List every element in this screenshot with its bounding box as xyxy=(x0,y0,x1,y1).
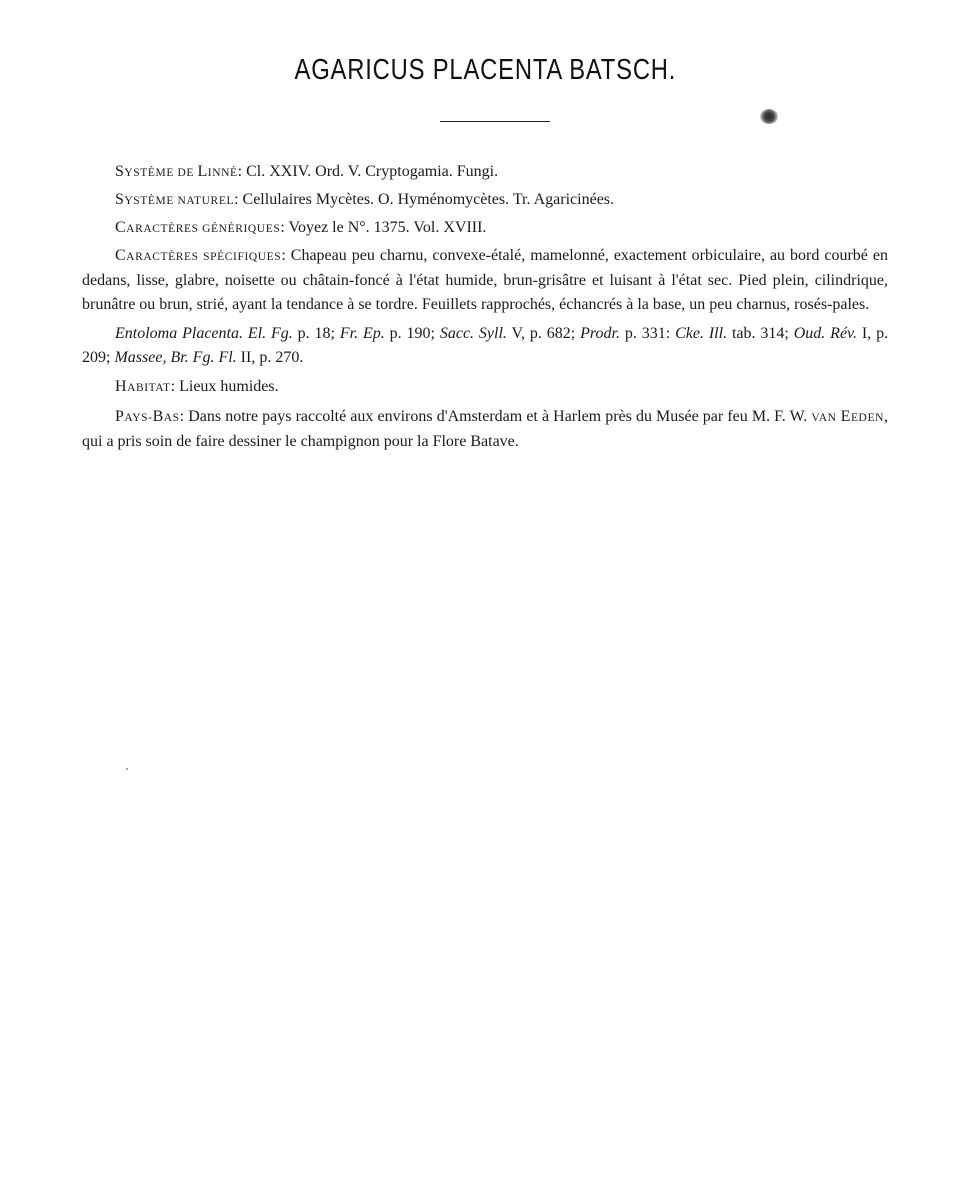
citation-title: Cke. Ill. xyxy=(675,325,728,342)
pays-bas-text-end: , qui a pris soin de faire dessiner le champignon pour la Flore Batave. xyxy=(82,408,888,450)
section-label-rest: ARACTÈRES SPÉCIFIQUES xyxy=(126,251,282,263)
citation-title: Prodr. xyxy=(580,325,620,342)
citation-ref: II, p. 270. xyxy=(236,349,304,366)
section-label-rest: AYS- xyxy=(124,412,153,424)
section-label-initial: S xyxy=(115,163,125,180)
citation-title: Oud. Rév. xyxy=(793,325,857,342)
ink-smudge xyxy=(760,109,778,124)
citation-title: Fr. Ep. xyxy=(339,325,385,342)
title-rule xyxy=(440,121,550,122)
section-label-initial: C xyxy=(115,247,127,264)
citation-title: Entoloma Placenta. El. Fg. xyxy=(115,325,293,342)
citation-ref: p. 18; xyxy=(292,325,340,342)
pays-bas-paragraph xyxy=(82,405,888,454)
section-label-initial: P xyxy=(115,408,125,425)
section-label-rest: ARACTÈRES GÉNÉRIQUES xyxy=(126,223,281,235)
document-body xyxy=(82,160,888,459)
label-separator: : xyxy=(179,408,189,425)
citation-title: Massee, Br. Fg. Fl. xyxy=(114,349,237,366)
collector-name-part: VAN xyxy=(811,412,837,424)
ink-speck xyxy=(126,768,128,770)
systeme-naturel-text: Cellulaires Mycètes. O. Hyménomycètes. Tr. Agaricinées. xyxy=(242,191,615,208)
section-label-initial: C xyxy=(115,219,127,236)
collector-name-part: EDEN xyxy=(850,412,884,424)
pays-bas-text: Dans notre pays raccolté aux environs d'Amsterdam et à Harlem près du Musée par feu M. F. W. xyxy=(188,408,812,425)
systeme-linne-text: Cl. XXIV. Ord. V. Cryptogamia. Fungi. xyxy=(246,163,499,180)
collector-name-initial: E xyxy=(840,408,851,425)
caracteres-specifiques-paragraph xyxy=(82,244,888,317)
citation-ref: I, p. 209; xyxy=(82,325,889,366)
citation-ref: p. 331: xyxy=(619,325,676,342)
citation-title: Sacc. Syll. xyxy=(439,325,507,342)
label-separator: : xyxy=(237,163,247,180)
section-label-rest: INNÉ xyxy=(207,167,238,179)
habitat-text: Lieux humides. xyxy=(179,378,279,395)
page-title: AGARICUS PLACENTA BATSCH. xyxy=(294,54,677,86)
systeme-linne-paragraph xyxy=(82,160,888,185)
section-label-initial: H xyxy=(115,378,128,395)
label-separator: : xyxy=(170,378,180,395)
systeme-naturel-paragraph xyxy=(82,188,888,213)
section-label-initial: B xyxy=(152,408,164,425)
citation-ref: p. 190; xyxy=(384,325,440,342)
habitat-paragraph xyxy=(82,375,888,400)
label-separator: : xyxy=(280,219,289,236)
citation-ref: V, p. 682; xyxy=(506,325,581,342)
section-label-rest: AS xyxy=(163,412,180,424)
label-separator: : xyxy=(234,191,243,208)
caracteres-specifiques-text: Chapeau peu charnu, convexe-étalé, mamelonné, exactement orbiculaire, au bord courbé en dedans, lisse, glabre, noisette ou châtain-foncé à l'état humide, brun-grisâtre et luisant à l'état sec. Pied plein, cilindrique, brunâtre ou brun, strié, ayant la tendance à se tordre. Feuillets rapprochés, échancrés à la base, un peu charnus, rosés-pales. xyxy=(82,247,889,313)
synonymy-paragraph xyxy=(82,322,888,370)
label-separator: : xyxy=(281,247,291,264)
section-label-rest: YSTÈME DE xyxy=(124,167,198,179)
section-label-initial: L xyxy=(197,163,208,180)
caracteres-generiques-text: Voyez le N°. 1375. Vol. XVIII. xyxy=(288,219,487,236)
caracteres-generiques-paragraph xyxy=(82,216,888,241)
section-label-rest: YSTÈME NATUREL xyxy=(124,195,235,207)
section-label-initial: S xyxy=(115,191,125,208)
section-label-rest: ABITAT xyxy=(127,382,171,394)
citation-ref: tab. 314; xyxy=(727,325,794,342)
